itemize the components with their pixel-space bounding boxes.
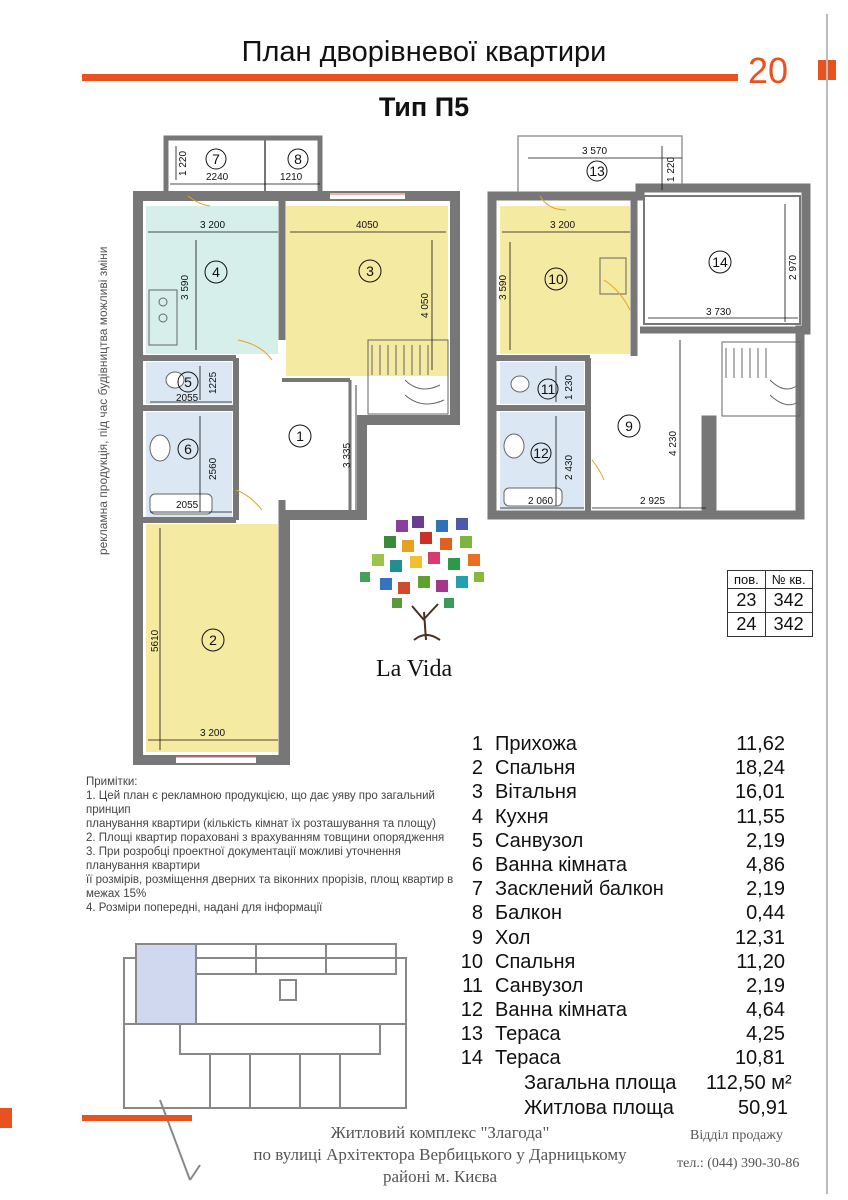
apt-cell: 342 (765, 589, 812, 613)
room-num: 9 (471, 926, 483, 949)
logo-text: La Vida (376, 656, 453, 682)
room-area: 0,44 (746, 902, 785, 925)
dim-4050b: 4 050 (420, 292, 431, 318)
room-num: 6 (471, 853, 483, 876)
room-name: Тераса (495, 1023, 561, 1046)
room-name: Спальня (495, 950, 576, 973)
room-number-8: 8 (294, 151, 302, 167)
dim-3730: 3 730 (706, 307, 732, 318)
la-vida-logo-tree (360, 516, 484, 640)
dim-3200a: 3 200 (200, 220, 226, 231)
room-area: 11,20 (736, 950, 785, 973)
living-area-label: Житлова площа (524, 1097, 674, 1119)
table-row (728, 589, 813, 613)
list-item (455, 878, 835, 902)
total-area-value: 112,50 м² (706, 1072, 792, 1094)
floor-cell: 24 (728, 613, 766, 637)
footer-edge-mark (0, 1108, 12, 1128)
dim-1225: 1225 (208, 371, 219, 394)
room-name: Хол (495, 926, 531, 949)
page-title: План дворівневої квартири (241, 36, 607, 68)
room-area: 2,19 (746, 974, 785, 997)
dim-3590a: 3 590 (180, 274, 191, 300)
dim-1230: 1 230 (564, 374, 575, 400)
dim-3335: 3 335 (342, 442, 353, 468)
room-num: 14 (460, 1047, 483, 1070)
room-number-7: 7 (212, 151, 220, 167)
list-item (455, 733, 835, 757)
room-name: Засклений балкон (495, 878, 664, 901)
footer-address (220, 1122, 660, 1188)
room-number-4: 4 (212, 264, 220, 280)
room-name: Тераса (495, 1047, 561, 1070)
room-num: 1 (471, 733, 483, 755)
total-area-label: Загальна площа (524, 1072, 677, 1094)
room-area: 4,64 (746, 999, 785, 1022)
room-name: Балкон (495, 902, 563, 925)
list-item (455, 854, 835, 878)
dim-2430: 2 430 (564, 454, 575, 480)
room-num: 8 (471, 902, 483, 925)
floor-header: пов. (728, 571, 766, 589)
dim-2240: 2240 (206, 172, 229, 183)
footer-line-3: районі м. Києва (382, 1167, 498, 1186)
balcony-7-8 (166, 138, 320, 196)
apartment-type: Тип П5 (378, 92, 470, 122)
list-item (455, 806, 835, 830)
room-num: 3 (471, 781, 483, 804)
room-area: 11,55 (736, 805, 785, 828)
footer-rule (82, 1115, 192, 1121)
room-name: Ванна кімната (495, 999, 627, 1022)
sales-phone: тел.: (044) 390-30-86 (677, 1156, 800, 1171)
list-item (455, 781, 835, 805)
dim-5610: 5610 (150, 629, 161, 652)
dim-2970: 2 970 (788, 254, 799, 280)
footer-line-1: Житловий комплекс "Злагода" (330, 1123, 550, 1142)
dim-2560: 2560 (208, 457, 219, 480)
room-num: 4 (471, 805, 483, 828)
room-num: 7 (471, 878, 483, 901)
sales-department: Відділ продажу (690, 1128, 783, 1143)
room-3-living (286, 206, 448, 376)
list-item (455, 757, 835, 781)
room-num: 10 (460, 950, 483, 973)
room-area: 18,24 (734, 757, 785, 780)
room-area: 4,25 (746, 1023, 785, 1046)
room-name: Прихожа (495, 733, 577, 755)
dim-1210: 1210 (280, 172, 303, 183)
room-num: 13 (460, 1023, 483, 1046)
dim-3570: 3 570 (582, 146, 608, 157)
room-area: 2,19 (746, 878, 785, 901)
room-area: 11,62 (736, 733, 785, 755)
dim-2055a: 2055 (176, 393, 199, 404)
side-note: рекламна продукція, під час будівництва можливі зміни (96, 246, 110, 555)
room-name: Санвузол (495, 974, 584, 997)
list-item (455, 902, 835, 926)
page-number: 20 (748, 50, 789, 91)
room-area: 16,01 (734, 781, 785, 804)
room-area: 4,86 (746, 853, 785, 876)
room-number-11: 11 (540, 381, 556, 397)
list-item (455, 830, 835, 854)
notes (86, 775, 466, 915)
room-num: 11 (462, 974, 483, 997)
dim-4230: 4 230 (668, 430, 679, 456)
room-num: 5 (471, 829, 483, 852)
note-line: планування квартири (кількість кімнат їх розташування та площу) (86, 818, 436, 830)
living-area-value: 50,91 (738, 1097, 789, 1119)
note-line: її розмірів, розміщення дверних та віконних прорізів, площ квартир в межах 15% (86, 874, 454, 900)
dim-4050a: 4050 (356, 220, 379, 231)
apt-cell: 342 (765, 613, 812, 637)
footer-line-2: по вулиці Архітектора Вербицького у Дарницькому (253, 1145, 627, 1164)
room-num: 2 (471, 757, 483, 780)
room-number-12: 12 (533, 445, 549, 461)
room-number-2: 2 (209, 632, 217, 648)
room-number-6: 6 (184, 441, 192, 457)
dim-3590b: 3 590 (498, 274, 509, 300)
dim-2055b: 2055 (176, 500, 199, 511)
note-line: 1. Цей план є рекламною продукцією, що дає уяву про загальний принцип (86, 790, 435, 816)
apt-header: № кв. (765, 571, 812, 589)
dim-2925: 2 925 (640, 496, 666, 507)
room-name: Вітальня (495, 781, 577, 804)
note-line: 2. Площі квартир пораховані з врахуванням товщини опорядження (86, 832, 445, 844)
upper-level-plan (492, 136, 806, 515)
dim-1220b: 1 220 (666, 156, 677, 182)
room-number-13: 13 (589, 163, 605, 179)
dim-1220a: 1 220 (178, 150, 189, 176)
note-line: 3. При розробці проектної документації можливі уточнення планування квартири (86, 846, 401, 872)
room-number-1: 1 (296, 428, 304, 444)
notes-heading: Примітки: (86, 776, 138, 788)
room-number-5: 5 (184, 374, 192, 390)
room-name: Санвузол (495, 829, 584, 852)
dim-3200b: 3 200 (200, 728, 226, 739)
room-area: 2,19 (746, 829, 785, 852)
room-name: Ванна кімната (495, 853, 627, 876)
floor-cell: 23 (728, 589, 766, 613)
table-row (728, 613, 813, 637)
room-number-9: 9 (625, 418, 633, 434)
room-number-3: 3 (366, 263, 374, 279)
room-number-14: 14 (712, 254, 728, 270)
note-line: 4. Розміри попередні, надані для інформації (86, 902, 323, 914)
dim-2060: 2 060 (528, 496, 554, 507)
dim-3200c: 3 200 (550, 220, 576, 231)
room-number-10: 10 (548, 271, 564, 287)
room-name: Кухня (495, 805, 549, 828)
room-num: 12 (460, 999, 483, 1022)
room-area: 12,31 (734, 926, 785, 949)
room-area: 10,81 (734, 1047, 785, 1070)
floor-table (727, 570, 813, 637)
room-name: Спальня (495, 757, 576, 780)
